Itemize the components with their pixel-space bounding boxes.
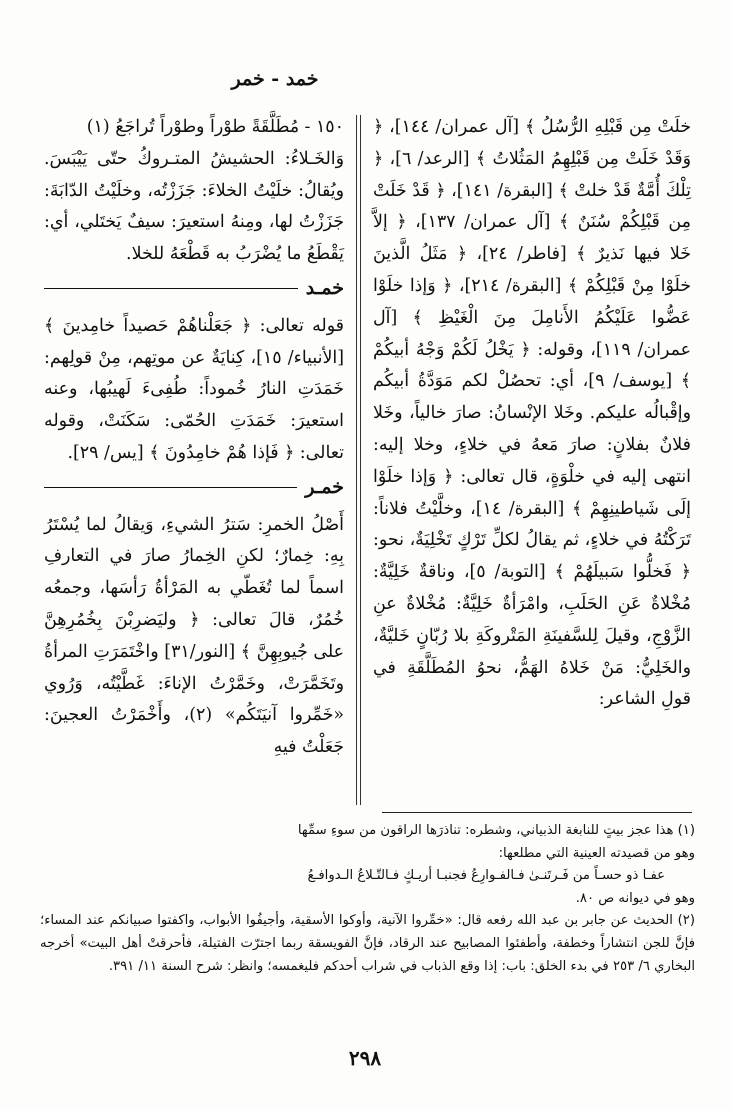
- entry-heading-khamr: [44, 472, 344, 504]
- footnote-1-line: (١) هذا عجز بيتٍ للنابغة الذبياني، وشطره: تناذرَها الراقون من سوءِ سمِّها: [297, 823, 695, 838]
- heading-rule: [44, 487, 297, 488]
- entry-heading-text: خمـر: [305, 475, 344, 498]
- footnotes: [40, 820, 695, 978]
- entry-heading-text: خمـد: [305, 276, 344, 299]
- footnote-1-line: وهو في ديوانه ص ٨٠.: [575, 890, 695, 906]
- column-divider: [360, 115, 361, 805]
- paragraph-khamr: أَصْلُ الخمرِ: سَترُ الشيءِ، وَيقالُ لما يُسْتَرُ بِهِ: خِمارٌ؛ لكنِ الخِمارُ صارَ في التعارفِ اسماً لما تُغَطّي به المَرْأةُ رَأسَها، وجمعُه خُمُرٌ، قالَ تعالى: ﴿ وليَضرِبْنَ بِخُمُرِهِنَّ على جُيوبِهِنَّ ﴾ [النور/٣١] واخْتَمَرَتِ المرأةُ وتَخَمَّرَتْ، وخَمَّرْتُ الإناءَ: غَطَّيْتُه، وَرُوي «خَمِّروا آنيَتَكُم» (٢)، وأَخْمَرْتُ العجينَ: جَعَلْتُ فيهِ: [44, 514, 344, 758]
- right-column-text: خلَتْ مِن قَبْلِهِ الرُّسُلُ ﴾ [آل عمران/ ١٤٤]، ﴿ وَقَدْ خَلَتْ مِن قَبْلِهِمُ المَثُلاتُ ﴾ [الرعد/ ٦]، ﴿ تِلْكَ أُمَّةٌ قَدْ خلتْ ﴾ [البقرة/ ١٤١]، ﴿ قَدْ خَلَتْ مِن قَبْلِكُمْ سُنَنٌ ﴾ [آل عمران/ ١٣٧]، ﴿ إلاَّ خَلا فيها نَذيرٌ ﴾ [فاطر/ ٢٤]، ﴿ مَثَلُ الَّذينَ خلَوْا مِنْ قَبْلِكُمْ ﴾ [البقرة/ ٢١٤]، ﴿ وَإذا خلَوْا عَضُّوا عَلَيْكُمُ الأَنامِلَ مِنَ الْغَيْظِ ﴾ [آل عمران/ ١١٩]، وقوله: ﴿ يَخْلُ لَكُمْ وَجْهُ أبيكُمْ ﴾ [يوسف/ ٩]، أي: تحصُلْ لكم مَوَدَّةُ أبيكُم وإقْبالُه عليكم. وخَلا الإنْسانُ: صارَ خالياً، وخَلا فلانٌ بفلانٍ: صارَ مَعهُ في خلاءٍ، وخلا إليه: انتهى إليه في خلْوَةٍ، قال تعالى: ﴿ وَإذا خلَوْا إلَى شَياطينِهِمْ ﴾ [البقرة/ ١٤]، وخلَّيْتُ فلاناً: تَرَكْتُهُ في خلاءٍ، ثم يقالُ لكلِّ تَرْكٍ تَخْلِيَةٌ، نحو: ﴿ فَخلُّوا سَبيلَهُمْ ﴾ [التوبة/ ٥]، وناقةٌ خَلِيَّةٌ: مُخْلاةٌ عَنِ الحَلَبِ، وامْرَأةٌ خَلِيَّةٌ: مُخْلاةٌ عنِ الزَّوْجِ، وقيلَ لِلسَّفينَةِ المَتْروكَةِ بلا رُبّانٍ خَليَّةٌ، والخَلِيُّ: مَنْ خَلاهُ الهَمُّ، نحوُ المُطَلَّقَةِ في قولِ الشاعر:: [373, 117, 692, 710]
- paragraph-khala: وَالخَـلاءُ: الحشيشُ المتـروكُ حتّى يَيْبَسَ. ويُقالُ: خلَيْتُ الخلاءَ: جَزَزْتُه، وخلَيْتُ الدّابَةَ: جَزَزْتُ لها، ومِنهُ استعيرَ: سيفٌ يَختَلي، أي: يَقْطَعُ ما يُضْرَبُ به قَطْعَهُ للخلا.: [44, 148, 344, 265]
- column-divider: [356, 115, 357, 805]
- entry-heading-khamad: [44, 273, 344, 305]
- heading-rule: [44, 288, 298, 289]
- footnote-1-line: وهو من قصيدته العينية التي مطلعها:: [498, 845, 695, 861]
- poetry-verse: ١٥٠ - مُطَلَّقَةً طوْراً وطوْراً تُراجَعُ (١): [86, 117, 344, 137]
- left-column: [44, 112, 344, 764]
- running-head: خمد - خمر: [231, 68, 319, 90]
- footnote-2: (٢) الحديث عن جابر بن عبد الله رفعه قال: «خمِّروا الآنية، وأوكوا الأسقية، وأجيفُوا الأبواب، واكفتوا صبيانكم عند المساء؛ فإنَّ للجن انتشاراً وخطفة، وأطفئوا المصابيح عند الرقاد، فإنَّ الفويسقة ربما اجترّت الفتيلة، فأحرقتْ أهل البيت» أخرجه البخاري ٦/ ٢٥٣ في بدء الخلق: باب: إذا وقع الذباب في شراب أحدكم فليغمسه؛ وانظر: شرح السنة ١١/ ٣٩١.: [40, 913, 695, 974]
- page-number: ٢٩٨: [348, 1046, 382, 1070]
- right-column: [373, 112, 691, 716]
- footnote-separator: [382, 812, 692, 813]
- footnote-1-verse: عفـا ذو حسـاً من فَـرتَنـىٰ فـالفـوارِعُ فجنبـا أريـكٍ فـالتّـلاعُ الـدوافـعُ: [307, 868, 665, 884]
- paragraph-khamad: قوله تعالى: ﴿ جَعَلْناهُمْ حَصيداً خامِدينَ ﴾ [الأنبياء/ ١٥]، كِنايَةٌ عن موتِهم، مِنْ قولِهم: خَمَدَتِ النارُ خُموداً: طُفِىءَ لَهيبُها، وعنه استعيرَ: خَمَدَتِ الحُمّى: سَكَنَتْ، وقوله تعالى: ﴿ فَإذا هُمْ خامِدُونَ ﴾ [يس/ ٢٩].: [44, 315, 344, 463]
